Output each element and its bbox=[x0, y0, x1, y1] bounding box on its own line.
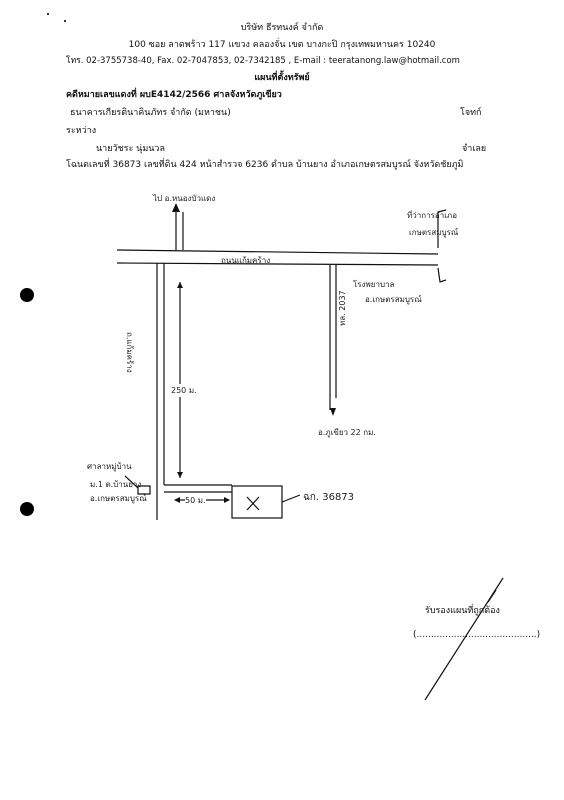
certify-text: รับรองแผนที่ถูกต้อง bbox=[425, 606, 500, 616]
hospital-label-1: โรงพยาบาล bbox=[353, 280, 395, 289]
hospital-pointer bbox=[438, 268, 446, 282]
hospital-label-2: อ.เกษตรสมบูรณ์ bbox=[365, 295, 422, 304]
company-contact: โทร. 02-3755738-40, Fax. 02-7047853, 02-7342185 , E-mail : teeratanong.law@hotmail.com bbox=[66, 56, 460, 66]
to-phu-khiao-label: อ.ภูเขียว 22 กม. bbox=[318, 428, 376, 437]
deed-plot-label: ฉก. 36873 bbox=[303, 492, 355, 503]
plot-pointer bbox=[282, 495, 300, 502]
defendant-name: นายวัชระ นุ่มนวล bbox=[96, 144, 165, 154]
title-deed-info: โฉนดเลขที่ 36873 เลขที่ดิน 424 หน้าสำรวจ 6236 ตำบล บ้านยาง อำเภอเกษตรสมบูรณ์ จังหวัดชัยภูมิ bbox=[66, 160, 464, 170]
distance-50-arrow-left bbox=[174, 497, 180, 503]
main-road-bottom-edge bbox=[117, 263, 438, 265]
district-office-label-1: ที่ว่าการอำเภอ bbox=[407, 211, 457, 220]
district-office-label-2: เกษตรสมบูรณ์ bbox=[409, 228, 459, 237]
to-nong-bua-daeng-label: ไป อ.หนองบัวแดง bbox=[153, 194, 216, 203]
plaintiff-name: ธนาคารเกียรตินาคินภัทร จำกัด (มหาชน) bbox=[70, 108, 231, 118]
company-name: บริษัท ธีรทนงค์ จำกัด bbox=[240, 23, 324, 33]
west-road-label: ถ.แก้มคร้าง bbox=[125, 332, 134, 373]
company-address: 100 ซอย ลาดพร้าว 117 แขวง คลองจั่น เขต บางกะปิ กรุงเทพมหานคร 10240 bbox=[128, 40, 436, 50]
distance-50-label: 50 ม. bbox=[185, 496, 206, 505]
land-plot-box bbox=[232, 486, 282, 518]
distance-250-label: 250 ม. bbox=[171, 386, 197, 395]
defendant-role: จำเลย bbox=[462, 144, 487, 154]
document-title: แผนที่ตั้งทรัพย์ bbox=[254, 73, 310, 83]
between-label: ระหว่าง bbox=[66, 126, 97, 136]
distance-50-arrow-right bbox=[224, 497, 230, 503]
distance-arrow-bottom bbox=[177, 472, 183, 478]
main-road-label: ถนนแก้มคร้าง bbox=[221, 256, 271, 265]
south-arrow-head bbox=[330, 408, 336, 416]
village-hall-label-2: ม.1 ต.บ้านยาง bbox=[90, 480, 142, 489]
village-hall-label-3: อ.เกษตรสมบูรณ์ bbox=[90, 494, 147, 503]
certify-slash-tick bbox=[488, 590, 496, 602]
highway-label: ทล. 2037 bbox=[338, 290, 347, 326]
plaintiff-role: โจทก์ bbox=[460, 108, 482, 118]
village-hall-label-1: ศาลาหมู่บ้าน bbox=[87, 462, 132, 471]
case-number: คดีหมายเลขแดงที่ ผบE4142/2566 ศาลจังหวัดภูเขียว bbox=[66, 90, 282, 100]
distance-arrow-top bbox=[177, 282, 183, 288]
main-road-top-edge bbox=[117, 250, 438, 254]
signature-line: (..........................................) bbox=[413, 630, 541, 640]
